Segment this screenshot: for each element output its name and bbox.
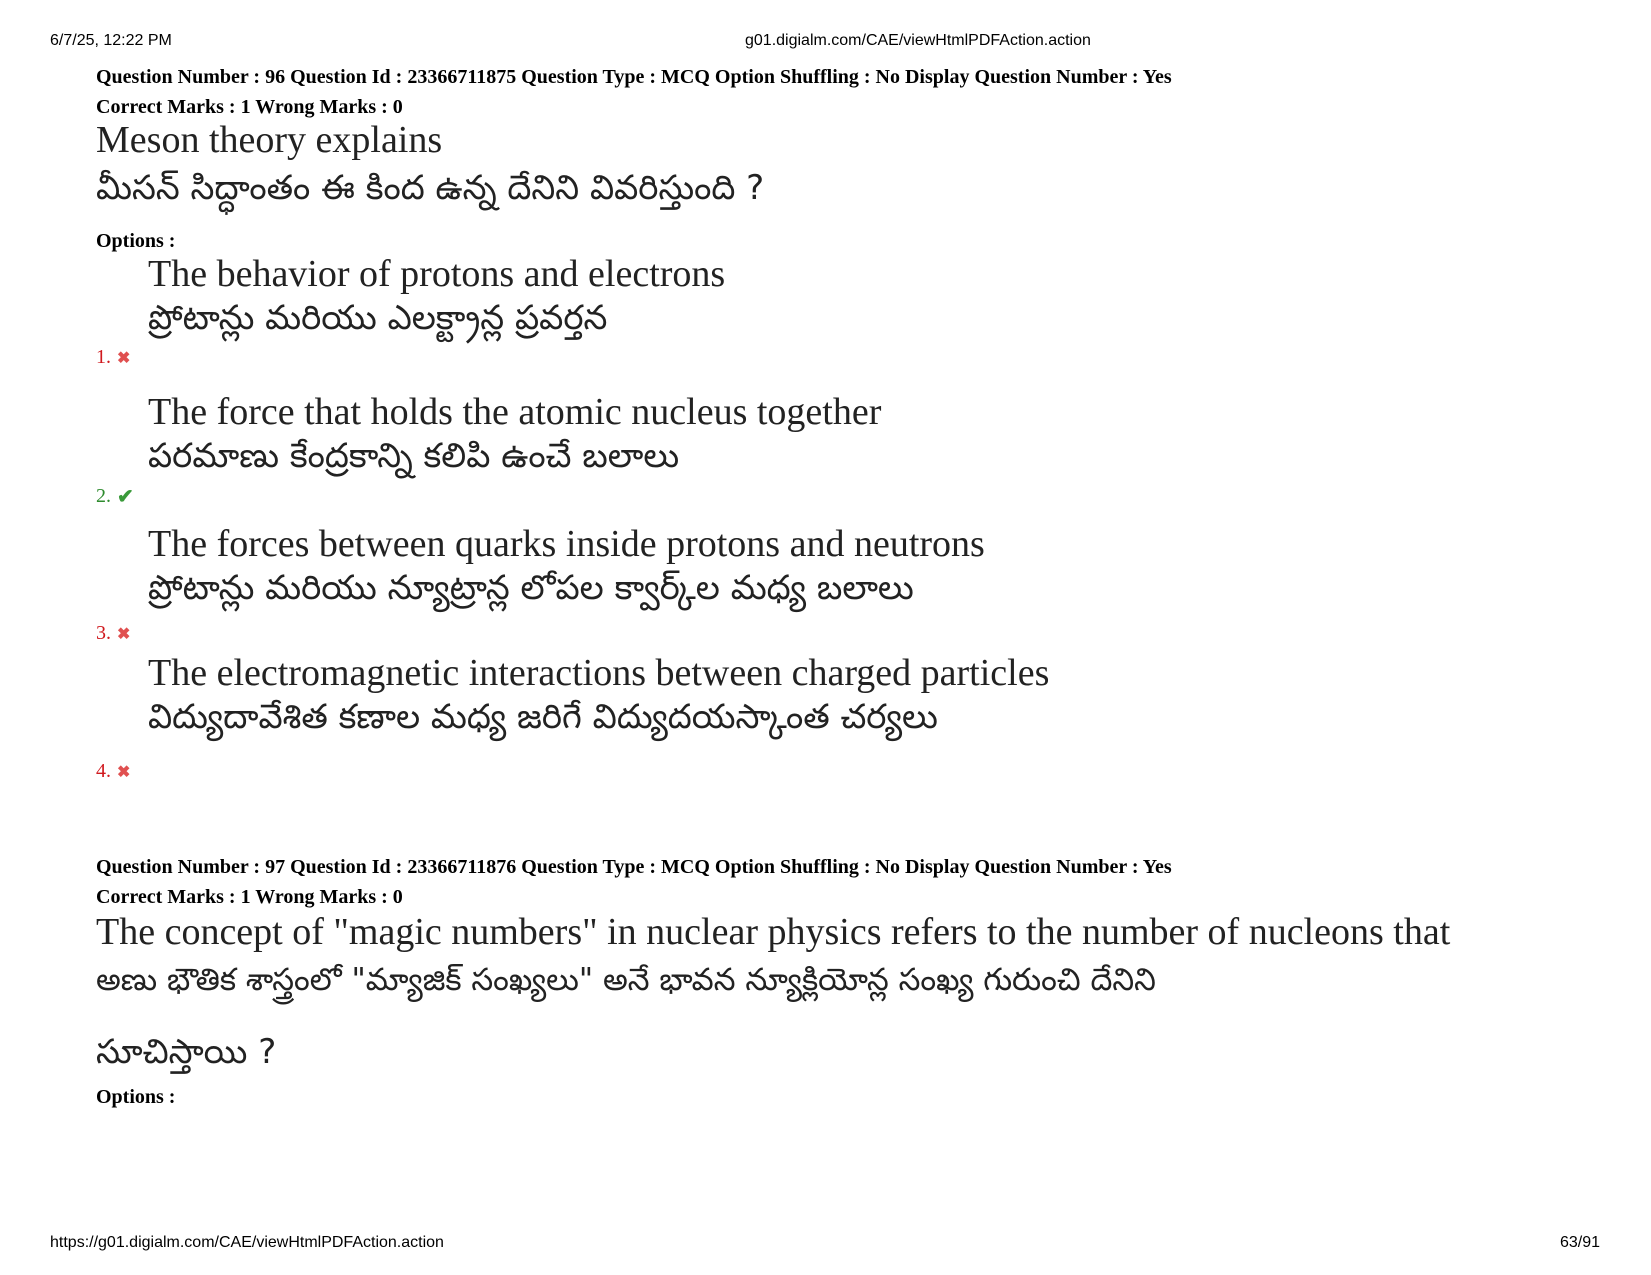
option-4-text-english: The electromagnetic interactions between charged particles — [148, 652, 1050, 694]
question-97-text-telugu-line-2: సూచిస్తాయి ? — [96, 1032, 277, 1072]
question-97-text-telugu-line-1: అణు భౌతిక శాస్త్రంలో "మ్యాజిక్ సంఖ్యలు" అనే భావన న్యూక్లియోన్ల సంఖ్య గురుంచి దేనిని — [96, 962, 1156, 998]
option-1-text-telugu: ప్రోటాన్లు మరియు ఎలక్ట్రాన్ల ప్రవర్తన — [148, 298, 608, 338]
question-96-marks: Correct Marks : 1 Wrong Marks : 0 — [96, 96, 403, 118]
option-2-text-telugu: పరమాణు కేంద్రకాన్ని కలిపి ఉంచే బలాలు — [148, 436, 680, 476]
option-3-text-english: The forces between quarks inside protons and neutrons — [148, 523, 985, 565]
question-96-text-english: Meson theory explains — [96, 119, 443, 161]
option-4-marker — [96, 760, 130, 783]
option-3-marker — [96, 622, 130, 645]
question-97-meta: Question Number : 97 Question Id : 23366711876 Question Type : MCQ Option Shuffling : No Display Question Number : Yes — [96, 856, 1172, 878]
option-1-marker — [96, 346, 130, 369]
question-96-meta: Question Number : 96 Question Id : 23366711875 Question Type : MCQ Option Shuffling : No Display Question Number : Yes — [96, 66, 1172, 88]
option-3-number: 3. — [96, 622, 111, 644]
print-page-title: g01.digialm.com/CAE/viewHtmlPDFAction.action — [745, 32, 1091, 49]
cross-icon: ✖ — [117, 625, 131, 643]
question-96-options-label: Options : — [96, 230, 176, 252]
question-97-text-english: The concept of "magic numbers" in nuclear physics refers to the number of nucleons that — [96, 911, 1451, 953]
print-footer-url: https://g01.digialm.com/CAE/viewHtmlPDFAction.action — [50, 1234, 444, 1251]
check-icon: ✔ — [117, 486, 134, 508]
cross-icon: ✖ — [117, 763, 131, 781]
question-97-options-label: Options : — [96, 1086, 176, 1108]
option-4-text-telugu: విద్యుదావేశిత కణాల మధ్య జరిగే విద్యుదయస్కాంత చర్యలు — [148, 697, 938, 737]
option-2-number: 2. — [96, 485, 111, 507]
print-datetime: 6/7/25, 12:22 PM — [50, 32, 172, 49]
option-1-text-english: The behavior of protons and electrons — [148, 253, 726, 295]
question-97-marks: Correct Marks : 1 Wrong Marks : 0 — [96, 886, 403, 908]
option-4-number: 4. — [96, 760, 111, 782]
option-2-text-english: The force that holds the atomic nucleus together — [148, 391, 882, 433]
cross-icon: ✖ — [117, 349, 131, 367]
option-2-marker — [96, 484, 134, 509]
option-3-text-telugu: ప్రోటాన్లు మరియు న్యూట్రాన్ల లోపల క్వార్క్‌ల మధ్య బలాలు — [148, 568, 914, 608]
option-1-number: 1. — [96, 346, 111, 368]
print-page-number: 63/91 — [1560, 1234, 1601, 1251]
question-96-text-telugu: మీసన్ సిద్ధాంతం ఈ కింద ఉన్న దేనిని వివరిస్తుంది ? — [96, 168, 765, 208]
